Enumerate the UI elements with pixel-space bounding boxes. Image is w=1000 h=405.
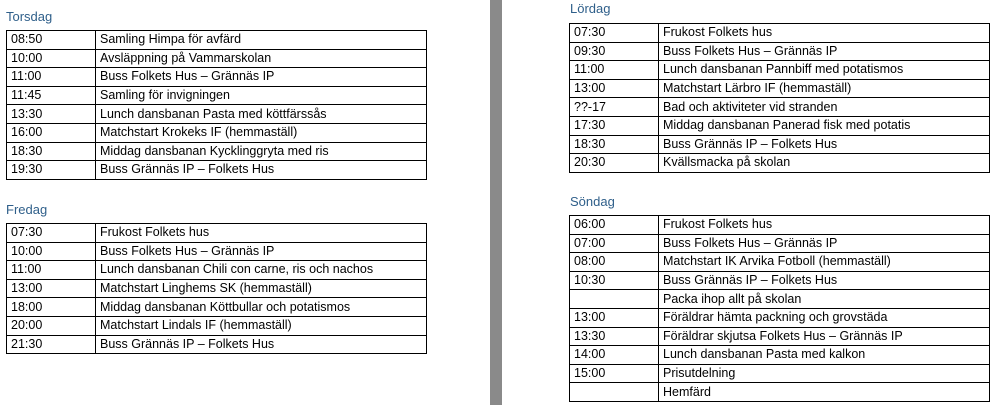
activity-cell: Matchstart IK Arvika Fotboll (hemmaställ)	[659, 253, 990, 272]
time-cell	[570, 290, 659, 309]
activity-cell: Middag dansbanan Köttbullar och potatismos	[96, 298, 427, 317]
activity-cell: Buss Folkets Hus – Grännäs IP	[659, 42, 990, 61]
schedule-row	[7, 224, 427, 243]
schedule-row	[570, 308, 990, 327]
time-cell: 13:30	[7, 105, 96, 124]
time-cell: 11:00	[7, 68, 96, 87]
activity-cell: Matchstart Krokeks IF (hemmaställ)	[96, 123, 427, 142]
schedule-row	[570, 327, 990, 346]
schedule-row	[7, 123, 427, 142]
time-cell: 10:00	[7, 242, 96, 261]
time-cell: 09:30	[570, 42, 659, 61]
time-cell: 19:30	[7, 161, 96, 180]
schedule-row	[570, 253, 990, 272]
schedule-row	[7, 49, 427, 68]
activity-cell: Lunch dansbanan Pasta med köttfärssås	[96, 105, 427, 124]
activity-cell: Buss Folkets Hus – Grännäs IP	[96, 68, 427, 87]
activity-cell: Samling Himpa för avfärd	[96, 31, 427, 50]
day-heading-torsdag: Torsdag	[6, 9, 53, 24]
time-cell: 07:30	[7, 224, 96, 243]
activity-cell: Samling för invigningen	[96, 86, 427, 105]
activity-cell: Buss Grännäs IP – Folkets Hus	[659, 135, 990, 154]
activity-cell: Lunch dansbanan Pannbiff med potatismos	[659, 61, 990, 80]
schedule-row	[570, 346, 990, 365]
time-cell: 11:00	[570, 61, 659, 80]
time-cell: 17:30	[570, 116, 659, 135]
schedule-row	[7, 68, 427, 87]
activity-cell: Buss Grännäs IP – Folkets Hus	[659, 271, 990, 290]
schedule-row	[570, 234, 990, 253]
activity-cell: Frukost Folkets hus	[96, 224, 427, 243]
time-cell: 15:00	[570, 364, 659, 383]
time-cell	[570, 383, 659, 402]
activity-cell: Lunch dansbanan Chili con carne, ris och nachos	[96, 261, 427, 280]
time-cell: 20:30	[570, 154, 659, 173]
schedule-row	[7, 161, 427, 180]
schedule-row	[7, 242, 427, 261]
time-cell: 10:00	[7, 49, 96, 68]
time-cell: ??-17	[570, 98, 659, 117]
schedule-table-lordag	[569, 23, 990, 173]
schedule-row	[570, 290, 990, 309]
activity-cell: Avsläppning på Vammarskolan	[96, 49, 427, 68]
schedule-row	[570, 383, 990, 402]
time-cell: 10:30	[570, 271, 659, 290]
schedule-row	[570, 98, 990, 117]
activity-cell: Buss Grännäs IP – Folkets Hus	[96, 335, 427, 354]
activity-cell: Middag dansbanan Panerad fisk med potatis	[659, 116, 990, 135]
activity-cell: Föräldrar hämta packning och grovstäda	[659, 308, 990, 327]
activity-cell: Buss Folkets Hus – Grännäs IP	[659, 234, 990, 253]
activity-cell: Prisutdelning	[659, 364, 990, 383]
schedule-row	[7, 298, 427, 317]
page-divider	[490, 0, 502, 405]
schedule-row	[570, 135, 990, 154]
schedule-row	[570, 61, 990, 80]
time-cell: 18:00	[7, 298, 96, 317]
schedule-row	[570, 216, 990, 235]
activity-cell: Buss Grännäs IP – Folkets Hus	[96, 161, 427, 180]
time-cell: 06:00	[570, 216, 659, 235]
schedule-table-fredag	[6, 223, 427, 354]
time-cell: 14:00	[570, 346, 659, 365]
time-cell: 18:30	[570, 135, 659, 154]
time-cell: 11:00	[7, 261, 96, 280]
activity-cell: Lunch dansbanan Pasta med kalkon	[659, 346, 990, 365]
time-cell: 11:45	[7, 86, 96, 105]
schedule-row	[7, 31, 427, 50]
schedule-row	[7, 316, 427, 335]
time-cell: 13:00	[570, 308, 659, 327]
activity-cell: Middag dansbanan Kycklinggryta med ris	[96, 142, 427, 161]
activity-cell: Matchstart Lärbro IF (hemmaställ)	[659, 79, 990, 98]
schedule-row	[570, 271, 990, 290]
day-heading-sondag: Söndag	[570, 194, 615, 209]
activity-cell: Matchstart Lindals IF (hemmaställ)	[96, 316, 427, 335]
schedule-row	[7, 335, 427, 354]
time-cell: 21:30	[7, 335, 96, 354]
schedule-row	[570, 364, 990, 383]
activity-cell: Kvällsmacka på skolan	[659, 154, 990, 173]
day-heading-lordag: Lördag	[570, 1, 611, 16]
schedule-row	[570, 79, 990, 98]
day-heading-fredag: Fredag	[6, 202, 48, 217]
activity-cell: Hemfärd	[659, 383, 990, 402]
schedule-row	[570, 154, 990, 173]
time-cell: 13:00	[7, 279, 96, 298]
schedule-row	[570, 24, 990, 43]
time-cell: 08:50	[7, 31, 96, 50]
schedule-row	[7, 142, 427, 161]
schedule-table-sondag	[569, 215, 990, 402]
activity-cell: Packa ihop allt på skolan	[659, 290, 990, 309]
time-cell: 18:30	[7, 142, 96, 161]
schedule-row	[7, 261, 427, 280]
time-cell: 13:30	[570, 327, 659, 346]
time-cell: 13:00	[570, 79, 659, 98]
schedule-row	[7, 86, 427, 105]
activity-cell: Matchstart Linghems SK (hemmaställ)	[96, 279, 427, 298]
schedule-row	[7, 279, 427, 298]
time-cell: 07:30	[570, 24, 659, 43]
schedule-row	[7, 105, 427, 124]
activity-cell: Bad och aktiviteter vid stranden	[659, 98, 990, 117]
schedule-row	[570, 116, 990, 135]
activity-cell: Föräldrar skjutsa Folkets Hus – Grännäs IP	[659, 327, 990, 346]
activity-cell: Frukost Folkets hus	[659, 216, 990, 235]
time-cell: 20:00	[7, 316, 96, 335]
activity-cell: Buss Folkets Hus – Grännäs IP	[96, 242, 427, 261]
schedule-row	[570, 42, 990, 61]
activity-cell: Frukost Folkets hus	[659, 24, 990, 43]
time-cell: 08:00	[570, 253, 659, 272]
time-cell: 07:00	[570, 234, 659, 253]
schedule-table-torsdag	[6, 30, 427, 180]
time-cell: 16:00	[7, 123, 96, 142]
